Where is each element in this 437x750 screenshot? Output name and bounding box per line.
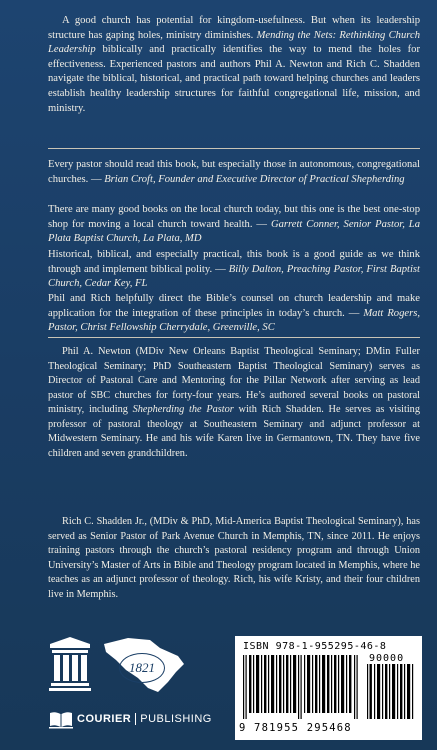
isbn-label: ISBN 978-1-955295-46-8	[243, 641, 387, 652]
blurb-text: A good church has potential for kingdom-usefulness. But when its leadership structure has gaping holes, ministry diminishes.	[48, 15, 420, 41]
publisher-name: COURIER	[77, 713, 132, 725]
description-blurb	[48, 14, 420, 116]
author-bio-shadden: Rich C. Shadden Jr., (MDiv & PhD, Mid-America Baptist Theological Seminary), has served as Senior Pastor of Park Avenue Church in Memphis, TN, since 2011. He enjoys training pastors through the church’s pastoral residency program and through Union University’s Master of Arts in Bible and Theology program located in Memphis, where he teaches as an adjunct professor of theology. Rich, his wife Kristy, and their four children live in Memphis.	[48, 516, 420, 600]
endorsement-attribution: Billy Dalton, Preaching Pastor, First Baptist Church, Cedar Key, FL	[48, 263, 420, 290]
author-bio-newton: Phil A. Newton (MDiv New Orleans Baptist Theological Seminary; DMin Fuller Theological Seminary; PhD Southeastern Baptist Theological Seminary) serves as Director of Pastoral Care and Mentoring for the Pillar Network after serving as lead pastor of SBC churches for forty-four years. He’s authored several books on pastoral ministry, including Shepherding the Pastor with Rich Shadden. He serves as visiting professor of pastoral theology at Southeastern Seminary and adjunct professor at Midwestern Seminary. He and his wife Karen live in Germantown, TN. They have five children and seven grandchildren.	[48, 346, 420, 459]
barcode-bars	[241, 655, 359, 719]
endorsement-attribution: Matt Rogers, Pastor, Christ Fellowship Cherrydale, Greenville, SC	[48, 307, 420, 334]
pillar-columns-icon	[48, 636, 92, 692]
endorsement-4: Phil and Rich helpfully direct the Bible’s counsel on church leadership and make application for the integration of these principles in today’s church. — Matt Rogers, Pastor, Christ Fellowship Cherrydale, Greenville, SC	[48, 293, 420, 334]
blurb-text: biblically and practically identifies the way to mend the holes for effectiveness. Experienced pastors and authors Phil A. Newton and Rich C. Shadden navigate the biblical, historical, and practical path toward helping churches and leaders establish healthy leadership structures for faithful congregational life, mission, and ministry.	[48, 44, 420, 114]
divider	[48, 337, 420, 338]
endorsement-attribution: Garrett Conner, Senior Pastor, La Plata Baptist Church, La Plata, MD	[48, 218, 420, 245]
price-addon-number: 90000	[369, 653, 405, 664]
book-title: Mending the Nets: Rethinking Church Leadership	[48, 29, 420, 56]
endorsement-3: Historical, biblical, and especially practical, this book is a good guide as we think through and implement biblical polity. — Billy Dalton, Preaching Pastor, First Baptist Church, Cedar Key, FL	[48, 249, 420, 290]
divider	[48, 148, 420, 149]
seal-year: 1821	[119, 653, 165, 683]
ean-digits: 9 781955 295468	[239, 722, 352, 734]
addon-barcode-bars	[366, 664, 416, 719]
book-title: Shepherding the Pastor	[132, 404, 234, 415]
endorsement-2: There are many good books on the local church today, but this one is the best one-stop shop for moving a local church toward health. — Garrett Conner, Senior Pastor, La Plata Baptist Church, La Plata, MD	[48, 204, 420, 245]
isbn-barcode	[235, 636, 422, 740]
open-book-icon	[49, 709, 73, 729]
endorsement-1: Every pastor should read this book, but especially those in autonomous, congregational churches. — Brian Croft, Founder and Executive Director of Practical Shepherding	[48, 159, 420, 185]
publisher-name: PUBLISHING	[140, 713, 212, 725]
publisher-logo	[49, 709, 212, 729]
endorsement-attribution: Brian Croft, Founder and Executive Director of Practical Shepherding	[104, 173, 405, 185]
divider	[135, 713, 136, 725]
